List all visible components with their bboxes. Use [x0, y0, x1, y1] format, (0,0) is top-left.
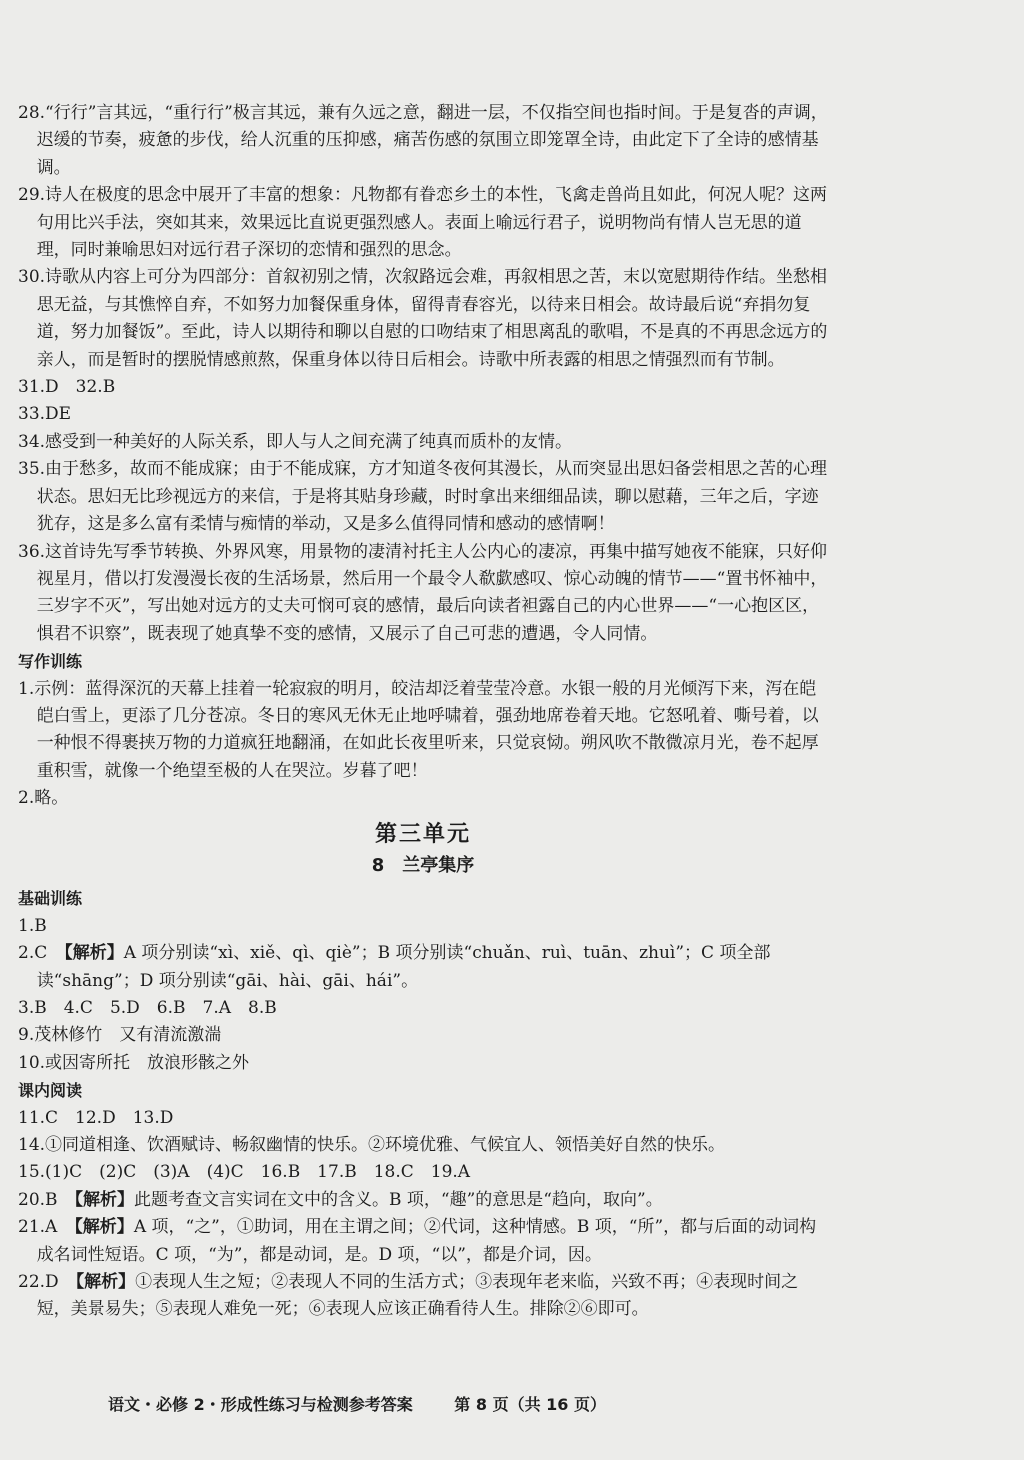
answer-number: 14.	[18, 1135, 46, 1156]
lesson-title: 8 兰亭集序	[371, 854, 475, 876]
answer-item	[18, 1050, 828, 1077]
answer-item	[18, 1022, 828, 1049]
reading-answer-list	[18, 1105, 828, 1324]
analysis-mark: 【解析】	[64, 943, 124, 964]
answer-text: ①同道相逢、饮酒赋诗、畅叙幽情的快乐。②环境优雅、气候宜人、领悟美好自然的快乐。	[45, 1135, 726, 1156]
answer-item: 33.DE	[18, 404, 72, 425]
section-heading-reading: 课内阅读	[18, 1081, 83, 1101]
answer-text: ①表现人生之短；②表现人不同的生活方式；③表现年老来临，兴致不再；④表现时间之短，美景易失；⑤表现人难免一死；⑥表现人应该正确看待人生。排除②⑥即可。	[36, 1272, 799, 1320]
basic-answer-list	[18, 913, 828, 1077]
answer-number: 15.(1)C (2)C (3)A (4)C 16.B 17.B 18.C 19.A	[18, 1162, 471, 1183]
writing-answer-list	[18, 676, 828, 813]
answer-number: 2.C	[18, 943, 65, 964]
answer-number: 10.或因寄所托 放浪形骸之外	[18, 1052, 250, 1073]
section-heading-writing: 写作训练	[18, 652, 83, 672]
section-heading-basic: 基础训练	[18, 889, 83, 909]
answer-number: 9.茂林修竹 又有清流激湍	[18, 1025, 222, 1046]
answer-item: 1.示例：蓝得深沉的天幕上挂着一轮寂寂的明月，皎洁却泛着莹莹冷意。水银一般的月光倾泻下来，泻在皑皑白雪上，更添了几分苍凉。冬日的寒风无休无止地呼啸着，强劲地席卷着天地。它怒吼着、嘶号着，以一种恨不得裹挟万物的力道疯狂地翻涌，在如此长夜里听来，只觉哀恸。朔风吹不散微凉月光，卷不起厚重积雪，就像一个绝望至极的人在哭泣。岁暮了吧！	[18, 678, 819, 781]
answer-item	[18, 940, 828, 995]
answer-item	[18, 995, 828, 1022]
answer-item	[18, 1269, 828, 1324]
answer-item	[18, 1159, 828, 1186]
answer-item	[18, 913, 828, 940]
answer-item	[18, 1105, 828, 1132]
answer-item: 28.“行行”言其远，“重行行”极言其远，兼有久远之意，翻进一层，不仅指空间也指时间。于是复沓的声调，迟缓的节奏，疲惫的步伐，给人沉重的压抑感，痛苦伤感的氛围立即笼罩全诗，由此定下了全诗的感情基调。	[18, 103, 828, 178]
answer-item: 36.这首诗先写季节转换、外界风寒，用景物的凄清衬托主人公内心的凄凉，再集中描写她夜不能寐，只好仰视星月，借以打发漫漫长夜的生活场景，然后用一个最令人欷歔感叹、惊心动魄的情节——“置书怀袖中，三岁字不灭”，写出她对远方的丈夫可悯可哀的感情，最后向读者袒露自己的内心世界——“一心抱区区，惧君不识察”，既表现了她真挚不变的感情，又展示了自己可悲的遭遇，令人同情。	[18, 541, 828, 644]
analysis-mark: 【解析】	[74, 1189, 135, 1210]
answer-text: A 项，“之”，①助词，用在主谓之间；②代词，这种情感。B 项，“所”，都与后面的动词构成名词性短语。C 项，“为”，都是动词，是。D 项，“以”，都是介词，因。	[36, 1217, 817, 1265]
page-footer	[108, 1392, 728, 1415]
answer-item: 29.诗人在极度的思念中展开了丰富的想象：凡物都有眷恋乡土的本性，飞禽走兽尚且如此，何况人呢？这两句用比兴手法，突如其来，效果远比直说更强烈感人。表面上喻远行君子，说明物尚有情人岂无思的道理，同时兼喻思妇对远行君子深切的恋情和强烈的思念。	[18, 185, 828, 261]
unit-title: 第三单元	[374, 821, 471, 847]
answer-number: 1.B	[18, 915, 47, 936]
answer-item: 2.略。	[18, 788, 69, 809]
top-answer-list	[18, 100, 828, 648]
answer-item	[18, 1132, 828, 1159]
footer-subject: 语文・必修 2・形成性练习与检测参考答案	[108, 1395, 413, 1414]
footer-page-number: 第 8 页（共 16 页）	[454, 1395, 606, 1414]
answer-item: 34.感受到一种美好的人际关系，即人与人之间充满了纯真而质朴的友情。	[18, 431, 573, 452]
answer-item: 31.D 32.B	[18, 377, 116, 398]
answer-item: 35.由于愁多，故而不能成寐；由于不能成寐，方才知道冬夜何其漫长，从而突显出思妇备尝相思之苦的心理状态。思妇无比珍视远方的来信，于是将其贴身珍藏，时时拿出来细细品读，聊以慰藉，三年之后，字迹犹存，这是多么富有柔情与痴情的举动，又是多么值得同情和感动的感情啊！	[18, 459, 828, 535]
answer-number: 21.A	[18, 1217, 75, 1238]
analysis-mark: 【解析】	[75, 1272, 136, 1293]
answer-text: A 项分别读“xì、xiě、qì、qiè”；B 项分别读“chuǎn、ruì、tuān、zhuì”；C 项全部读“shāng”；D 项分别读“gāi、hài、gāi、hái”。	[36, 943, 771, 991]
answer-text: 此题考查文言实词在文中的含义。B 项，“趣”的意思是“趋向，取向”。	[134, 1189, 663, 1210]
answer-item	[18, 1214, 828, 1269]
answer-number: 22.D	[18, 1272, 76, 1293]
answer-item	[18, 1187, 828, 1214]
answer-number: 20.B	[18, 1189, 75, 1210]
answer-number: 3.B 4.C 5.D 6.B 7.A 8.B	[18, 998, 277, 1018]
analysis-mark: 【解析】	[74, 1217, 134, 1238]
answer-item: 30.诗歌从内容上可分为四部分：首叙初别之情，次叙路远会难，再叙相思之苦，末以宽慰期待作结。坐愁相思无益，与其憔悴自弃，不如努力加餐保重身体，留得青春容光，以待来日相会。故诗最后说“弃捐勿复道，努力加餐饭”。至此，诗人以期待和聊以自慰的口吻结束了相思离乱的歌唱，不是真的不再思念远方的亲人，而是暂时的摆脱情感煎熬，保重身体以待日后相会。诗歌中所表露的相思之情强烈而有节制。	[18, 267, 828, 370]
answer-number: 11.C 12.D 13.D	[18, 1107, 174, 1128]
answer-content	[18, 100, 828, 1324]
